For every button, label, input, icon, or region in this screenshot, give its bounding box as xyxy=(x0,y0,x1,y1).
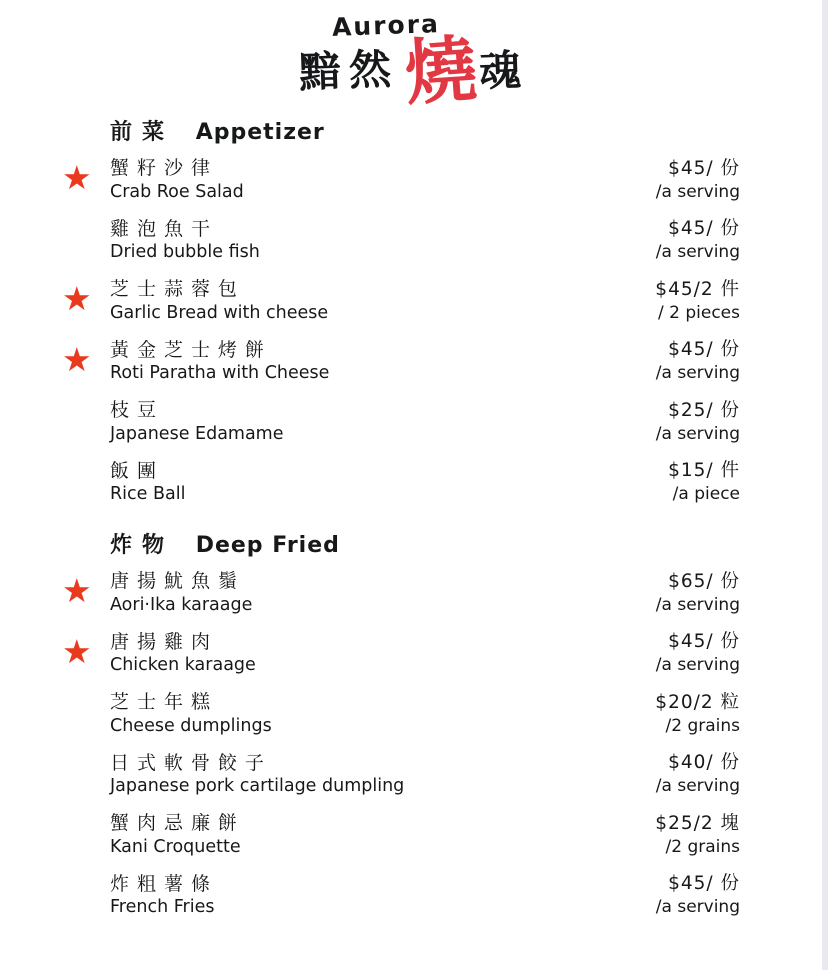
item-price xyxy=(656,157,740,203)
item-name-en: French Fries xyxy=(110,897,215,918)
item-name-zh: 飯團 xyxy=(110,459,164,482)
item-price xyxy=(656,399,740,445)
item-name-zh: 黃金芝士烤餅 xyxy=(110,338,272,361)
star-icon: ★ xyxy=(62,571,92,611)
price-unit: /a serving xyxy=(655,181,740,202)
item-names xyxy=(110,338,656,386)
item-name-en: Rice Ball xyxy=(110,484,186,505)
item-price xyxy=(656,570,740,616)
menu-item-pork-cartilage-dumpling xyxy=(62,751,740,799)
item-price xyxy=(656,751,740,797)
price-unit: /a serving xyxy=(655,423,740,444)
item-names xyxy=(110,872,656,920)
item-name-en: Chicken karaage xyxy=(110,655,256,676)
brand-name-english: Aurora xyxy=(331,9,441,42)
price-amount: $45/2 件 xyxy=(655,278,740,300)
item-name-en: Crab Roe Salad xyxy=(110,181,244,202)
restaurant-logo xyxy=(0,0,828,116)
star-icon: ★ xyxy=(62,279,92,319)
item-name-en: Cheese dumplings xyxy=(110,715,272,736)
price-amount: $40/ 份 xyxy=(668,752,740,774)
price-unit: /a serving xyxy=(655,655,740,676)
item-name-zh: 蟹肉忌廉餅 xyxy=(110,812,245,835)
menu-item-crab-roe-salad xyxy=(62,156,740,204)
price-amount: $45/ 份 xyxy=(668,631,740,653)
star-icon: ★ xyxy=(62,631,92,671)
item-price xyxy=(655,812,740,858)
price-amount: $45/ 份 xyxy=(668,218,740,240)
section-title-zh: 前菜 xyxy=(110,120,175,145)
menu-item-rice-ball xyxy=(62,459,740,507)
item-price xyxy=(655,691,740,737)
section-deep-fried xyxy=(62,528,740,919)
item-name-zh: 枝豆 xyxy=(110,399,164,422)
item-names xyxy=(110,630,656,678)
item-name-zh: 日式軟骨餃子 xyxy=(110,751,272,774)
menu-item-edamame xyxy=(62,398,740,446)
item-name-zh: 唐揚魷魚鬚 xyxy=(110,570,245,593)
price-amount: $25/2 塊 xyxy=(655,812,740,834)
menu-item-aori-ika-karaage xyxy=(62,569,740,617)
brand-name-chinese xyxy=(0,26,828,116)
price-unit: / 2 pieces xyxy=(658,302,740,323)
brand-zh-highlight: 燒 xyxy=(402,26,480,116)
item-price xyxy=(656,872,740,918)
price-amount: $20/2 粒 xyxy=(655,691,740,713)
item-name-zh: 芝士年糕 xyxy=(110,691,218,714)
item-name-zh: 炸粗薯條 xyxy=(110,872,218,895)
price-amount: $45/ 份 xyxy=(668,339,740,361)
price-unit: /a serving xyxy=(655,363,740,384)
brand-zh-prefix: 黯然 xyxy=(298,44,400,97)
section-title xyxy=(110,528,740,559)
item-name-zh: 唐揚雞肉 xyxy=(110,630,218,653)
item-price xyxy=(668,459,740,505)
item-name-en: Aori·Ika karaage xyxy=(110,594,253,615)
item-name-en: Kani Croquette xyxy=(110,836,241,857)
item-names xyxy=(110,690,655,738)
price-unit: /a serving xyxy=(655,897,740,918)
menu-item-cheese-dumplings xyxy=(62,690,740,738)
item-price xyxy=(656,338,740,384)
section-title-en: Deep Fried xyxy=(195,533,340,559)
price-unit: /a serving xyxy=(655,242,740,263)
item-price xyxy=(656,217,740,263)
menu-item-french-fries xyxy=(62,872,740,920)
item-name-zh: 蟹籽沙律 xyxy=(110,157,218,179)
brand-zh-suffix: 魂 xyxy=(478,45,530,96)
item-name-zh: 芝士蒜蓉包 xyxy=(110,278,245,301)
section-appetizer xyxy=(62,115,740,506)
price-unit: /a serving xyxy=(655,594,740,615)
item-price xyxy=(655,278,740,324)
item-name-en: Roti Paratha with Cheese xyxy=(110,363,330,384)
menu-item-dried-bubble-fish xyxy=(62,217,740,265)
item-names xyxy=(110,217,656,265)
price-amount: $65/ 份 xyxy=(668,570,740,592)
section-title xyxy=(110,115,740,146)
item-names xyxy=(110,459,668,507)
item-name-en: Garlic Bread with cheese xyxy=(110,302,329,323)
menu-item-chicken-karaage xyxy=(62,630,740,678)
item-names xyxy=(110,156,656,204)
menu-item-kani-croquette xyxy=(62,811,740,859)
item-names xyxy=(110,811,655,859)
item-name-en: Japanese Edamame xyxy=(110,423,284,444)
price-unit: /a piece xyxy=(672,484,740,505)
price-amount: $25/ 份 xyxy=(668,399,740,421)
section-title-en: Appetizer xyxy=(195,120,325,145)
price-unit: /a serving xyxy=(655,776,740,797)
page-edge-strip xyxy=(822,0,828,970)
price-amount: $15/ 件 xyxy=(668,460,740,482)
star-icon: ★ xyxy=(62,339,92,379)
menu-item-roti-paratha-cheese xyxy=(62,338,740,386)
item-name-zh: 雞泡魚干 xyxy=(110,217,218,240)
section-title-zh: 炸物 xyxy=(110,533,175,559)
item-name-en: Dried bubble fish xyxy=(110,242,260,263)
price-amount: $45/ 份 xyxy=(668,157,740,179)
price-unit: /2 grains xyxy=(665,715,740,736)
item-names xyxy=(110,569,656,617)
item-names xyxy=(110,277,655,325)
item-names xyxy=(110,751,656,799)
item-price xyxy=(656,630,740,676)
price-amount: $45/ 份 xyxy=(668,873,740,895)
item-names xyxy=(110,398,656,446)
star-icon: ★ xyxy=(62,158,92,198)
price-unit: /2 grains xyxy=(665,836,740,857)
item-name-en: Japanese pork cartilage dumpling xyxy=(110,776,405,797)
menu-item-garlic-bread-cheese xyxy=(62,277,740,325)
menu xyxy=(0,107,828,919)
